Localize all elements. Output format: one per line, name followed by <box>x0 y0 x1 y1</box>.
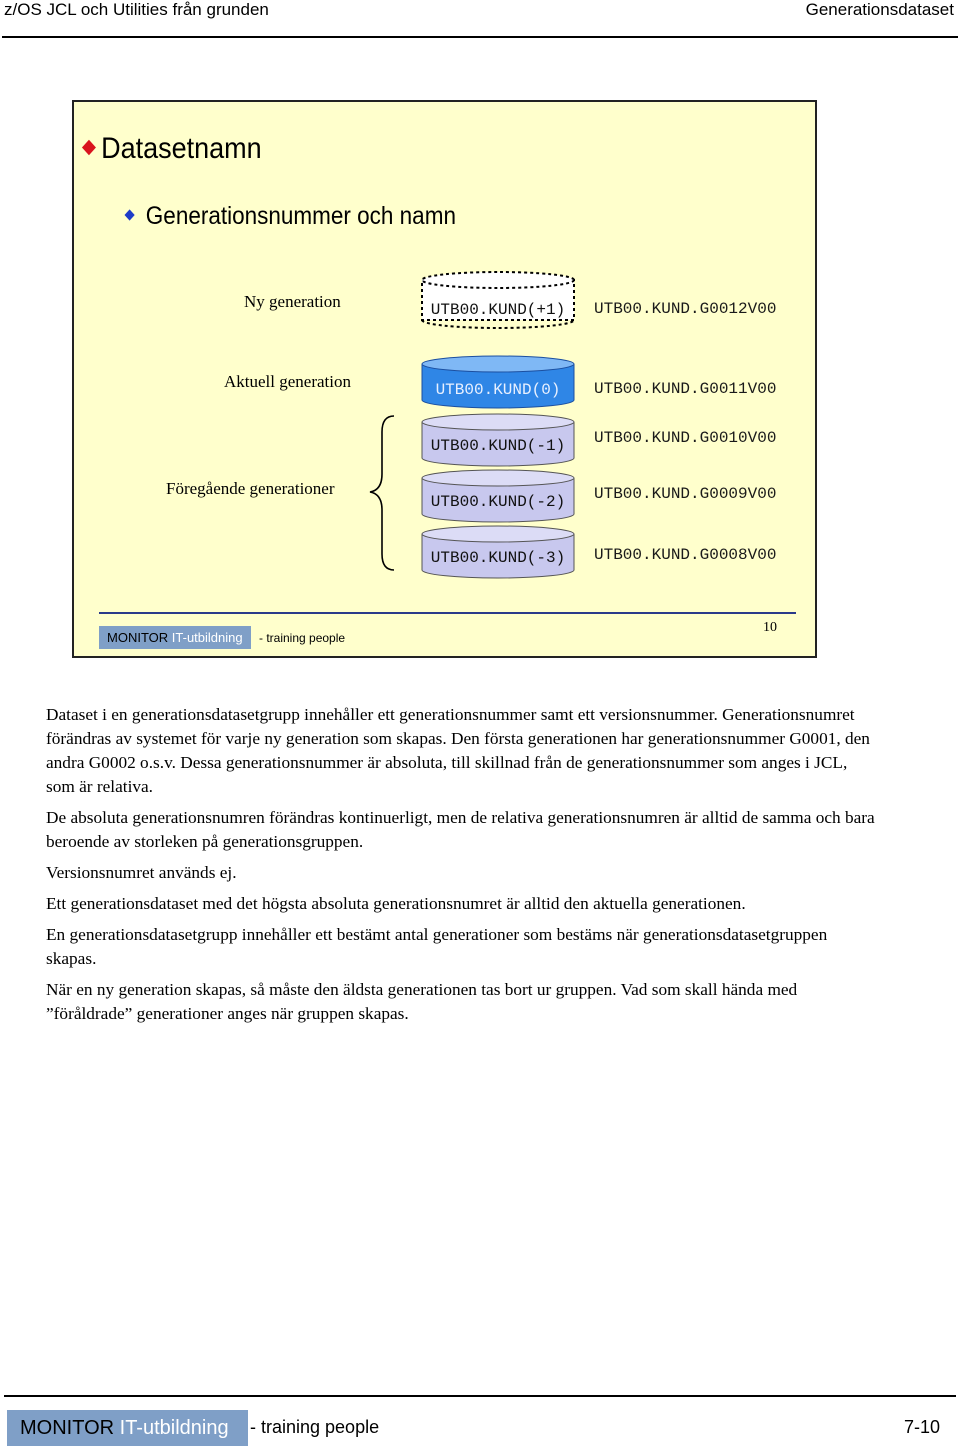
body-text <box>46 703 876 1033</box>
slide <box>72 100 817 658</box>
slide-footer-tagline: - training people <box>259 631 346 645</box>
cylinder-current <box>422 356 574 408</box>
page-footer-tagline: - training people <box>250 1417 380 1437</box>
page-header-left: z/OS JCL och Utilities från grunden <box>4 0 269 19</box>
paragraph-5: En generationsdatasetgrupp innehåller ett bestämt antal generationer som bestäms när generationsdatasetgruppen skapas. <box>46 925 828 968</box>
footer-brand-text: MONITOR <box>20 1417 115 1439</box>
slide-brand-it-text: IT-utbildning <box>171 630 243 645</box>
paragraph-6: När en ny generation skapas, så måste den äldsta generationen tas bort ur gruppen. Vad som skall hända med ”föråldrade” generationer anges när gruppen skapas. <box>46 980 798 1023</box>
slide-rule <box>99 612 796 614</box>
relative-name-2: UTB00.KUND(-1) <box>430 437 566 455</box>
absolute-name-3: UTB00.KUND.G0009V00 <box>594 485 777 503</box>
header-rule <box>2 36 958 38</box>
absolute-name-4: UTB00.KUND.G0008V00 <box>594 546 777 564</box>
page-header-right: Generationsdataset <box>805 0 954 19</box>
relative-name-0: UTB00.KUND(+1) <box>430 301 566 319</box>
cylinder-minus1 <box>422 414 574 466</box>
dataset-diagram <box>74 102 815 656</box>
label-new-generation: Ny generation <box>244 292 341 311</box>
cylinder-minus2 <box>422 470 574 522</box>
paragraph-2: De absoluta generationsnumren förändras kontinuerligt, men de relativa generationsnumren är alltid de samma och bara beroende av storleken på generationsgruppen. <box>46 808 875 851</box>
slide-subtitle-text: Generationsnummer och namn <box>145 202 456 230</box>
cylinder-minus3 <box>422 526 574 578</box>
page-footer-rule <box>4 1395 956 1397</box>
relative-name-3: UTB00.KUND(-2) <box>430 493 566 511</box>
curly-brace-icon <box>370 416 394 570</box>
absolute-name-1: UTB00.KUND.G0011V00 <box>594 380 777 398</box>
relative-name-1: UTB00.KUND(0) <box>435 381 561 399</box>
absolute-name-0: UTB00.KUND.G0012V00 <box>594 300 777 318</box>
paragraph-1: Dataset i en generationsdatasetgrupp innehåller ett generationsnummer samt ett versionsnummer. Generationsnumret förändras av systemet för varje ny generation som skapas. Den första generationen har generationsnummer G0001, den andra G0002 o.s.v. Dessa generationsnummer är absoluta, till skillnad från de generationsnummer som anges i JCL, som är relativa. <box>46 705 870 796</box>
relative-name-4: UTB00.KUND(-3) <box>430 549 566 567</box>
label-current-generation: Aktuell generation <box>224 372 351 391</box>
page-footer-brand <box>7 1410 248 1446</box>
footer-brand-it-text: IT-utbildning <box>119 1417 229 1439</box>
paragraph-3: Versionsnumret används ej. <box>46 863 237 882</box>
slide-footer-brand <box>99 626 251 649</box>
slide-title-text: Datasetnamn <box>101 132 262 165</box>
label-previous-generations: Föregående generationer <box>166 479 335 498</box>
cylinder-new <box>422 272 574 328</box>
paragraph-4: Ett generationsdataset med det högsta absoluta generationsnumret är alltid den aktuella generationen. <box>46 894 746 913</box>
slide-brand-text: MONITOR <box>107 630 169 645</box>
slide-number: 10 <box>763 620 777 635</box>
page-number: 7-10 <box>903 1417 940 1437</box>
absolute-name-2: UTB00.KUND.G0010V00 <box>594 429 777 447</box>
